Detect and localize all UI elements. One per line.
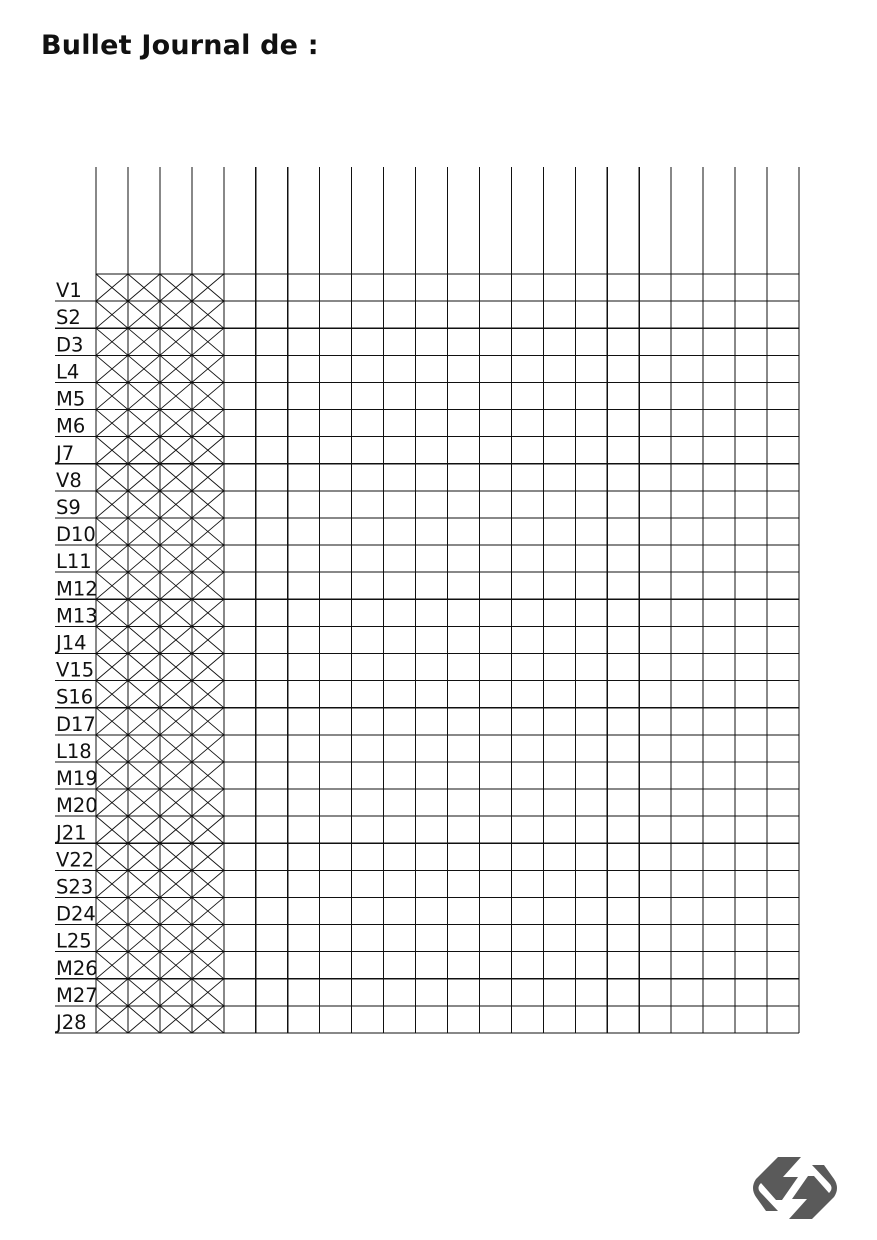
crossed-cell	[192, 681, 224, 708]
day-label: S9	[56, 495, 81, 519]
crossed-cell	[128, 599, 160, 626]
crossed-cell	[128, 735, 160, 762]
crossed-cell	[96, 518, 128, 545]
crossed-cell	[96, 1006, 128, 1033]
crossed-cell	[160, 789, 192, 816]
crossed-cell	[160, 518, 192, 545]
crossed-cell	[160, 355, 192, 382]
crossed-cell	[192, 979, 224, 1006]
crossed-cell	[128, 979, 160, 1006]
crossed-cell	[96, 464, 128, 491]
crossed-cell	[160, 491, 192, 518]
crossed-cell	[192, 599, 224, 626]
crossed-cell	[128, 437, 160, 464]
day-label: V8	[56, 468, 82, 492]
crossed-cell	[128, 491, 160, 518]
crossed-cell	[96, 301, 128, 328]
crossed-cell	[192, 952, 224, 979]
crossed-cell	[128, 410, 160, 437]
crossed-cell	[96, 735, 128, 762]
crossed-cell	[128, 816, 160, 843]
crossed-cell	[96, 599, 128, 626]
day-label: J28	[56, 1011, 87, 1034]
crossed-cell	[160, 437, 192, 464]
day-label: M27	[56, 983, 98, 1007]
crossed-cell	[96, 355, 128, 382]
crossed-cell	[128, 897, 160, 924]
crossed-cell	[192, 464, 224, 491]
crossed-cell	[96, 843, 128, 870]
crossed-cell	[192, 626, 224, 653]
crossed-cell	[192, 1006, 224, 1033]
crossed-cell	[96, 789, 128, 816]
crossed-cell	[160, 328, 192, 355]
crossed-cell	[96, 816, 128, 843]
day-label: M6	[56, 414, 86, 438]
crossed-cell	[160, 410, 192, 437]
day-label: L11	[56, 550, 92, 574]
crossed-cell	[160, 816, 192, 843]
crossed-cell	[128, 870, 160, 897]
crossed-cell	[192, 897, 224, 924]
crossed-cell	[160, 654, 192, 681]
day-label: L18	[56, 739, 92, 763]
crossed-cell	[192, 708, 224, 735]
crossed-cell	[192, 762, 224, 789]
day-label: V15	[56, 658, 95, 682]
crossed-cell	[96, 952, 128, 979]
crossed-cell	[128, 626, 160, 653]
day-label: V22	[56, 848, 95, 872]
day-label: D3	[56, 333, 84, 357]
crossed-cell	[96, 328, 128, 355]
crossed-cell	[192, 301, 224, 328]
crossed-cell	[96, 762, 128, 789]
crossed-cell	[160, 870, 192, 897]
day-label: M13	[56, 604, 98, 628]
day-label: D24	[56, 902, 96, 926]
day-label: J21	[56, 821, 87, 845]
crossed-cell	[160, 464, 192, 491]
crossed-cell	[96, 491, 128, 518]
crossed-cell	[192, 572, 224, 599]
crossed-cell	[128, 382, 160, 409]
day-label: D10	[56, 523, 96, 547]
crossed-cell	[128, 708, 160, 735]
crossed-cell	[128, 925, 160, 952]
crossed-cell	[192, 816, 224, 843]
crossed-cell	[96, 708, 128, 735]
crossed-cell	[128, 1006, 160, 1033]
crossed-cell	[192, 355, 224, 382]
day-label: M19	[56, 767, 98, 791]
crossed-cell	[160, 545, 192, 572]
crossed-cell	[160, 735, 192, 762]
page-title: Bullet Journal de :	[41, 30, 319, 61]
crossed-cell	[192, 545, 224, 572]
crossed-cell	[160, 382, 192, 409]
crossed-cell	[160, 925, 192, 952]
crossed-cell	[160, 952, 192, 979]
day-label: S16	[56, 685, 94, 709]
crossed-cell	[96, 545, 128, 572]
crossed-cell	[128, 789, 160, 816]
crossed-cell	[160, 301, 192, 328]
crossed-cell	[160, 708, 192, 735]
crossed-cell	[96, 437, 128, 464]
crossed-cell	[192, 410, 224, 437]
day-label: D17	[56, 712, 96, 736]
crossed-cell	[96, 925, 128, 952]
crossed-cell	[96, 654, 128, 681]
crossed-cell	[128, 952, 160, 979]
crossed-cell	[192, 328, 224, 355]
crossed-cell	[192, 491, 224, 518]
crossed-cell	[160, 599, 192, 626]
crossed-cell	[160, 843, 192, 870]
crossed-cell	[128, 762, 160, 789]
day-label: M12	[56, 577, 98, 601]
day-label: M5	[56, 387, 86, 411]
crossed-cell	[128, 464, 160, 491]
lightning-bolt-logo-icon	[752, 1153, 838, 1223]
crossed-cell	[96, 572, 128, 599]
day-label: L25	[56, 929, 92, 953]
crossed-cell	[160, 1006, 192, 1033]
crossed-cell	[192, 735, 224, 762]
crossed-cell	[128, 518, 160, 545]
day-label: S2	[56, 306, 81, 330]
crossed-cell	[192, 654, 224, 681]
crossed-cell	[128, 654, 160, 681]
day-label: S23	[56, 875, 94, 899]
crossed-cell	[192, 843, 224, 870]
crossed-cell	[160, 626, 192, 653]
crossed-cell	[96, 274, 128, 301]
crossed-cell	[96, 897, 128, 924]
crossed-cell	[96, 626, 128, 653]
crossed-cell	[128, 328, 160, 355]
crossed-cell	[160, 274, 192, 301]
crossed-cell	[128, 355, 160, 382]
crossed-cell	[128, 301, 160, 328]
crossed-cell	[96, 681, 128, 708]
crossed-cell	[192, 518, 224, 545]
crossed-cell	[192, 274, 224, 301]
day-label: L4	[56, 360, 80, 384]
crossed-cell	[160, 572, 192, 599]
crossed-cell	[128, 681, 160, 708]
crossed-cell	[192, 789, 224, 816]
crossed-cell	[160, 979, 192, 1006]
day-label: M20	[56, 794, 98, 818]
crossed-cell	[160, 897, 192, 924]
crossed-cell	[128, 545, 160, 572]
crossed-cell	[128, 572, 160, 599]
day-label: J7	[56, 441, 75, 465]
crossed-cell	[128, 843, 160, 870]
day-label: V1	[56, 279, 82, 303]
crossed-cell	[96, 979, 128, 1006]
crossed-cell	[192, 382, 224, 409]
day-label: M26	[56, 956, 98, 980]
crossed-cell	[192, 870, 224, 897]
day-label: J14	[56, 631, 87, 655]
crossed-cell	[96, 410, 128, 437]
crossed-cell	[128, 274, 160, 301]
crossed-cell	[160, 762, 192, 789]
crossed-cell	[96, 382, 128, 409]
crossed-cell	[192, 437, 224, 464]
crossed-cell	[192, 925, 224, 952]
crossed-cell	[160, 681, 192, 708]
crossed-cell	[96, 870, 128, 897]
